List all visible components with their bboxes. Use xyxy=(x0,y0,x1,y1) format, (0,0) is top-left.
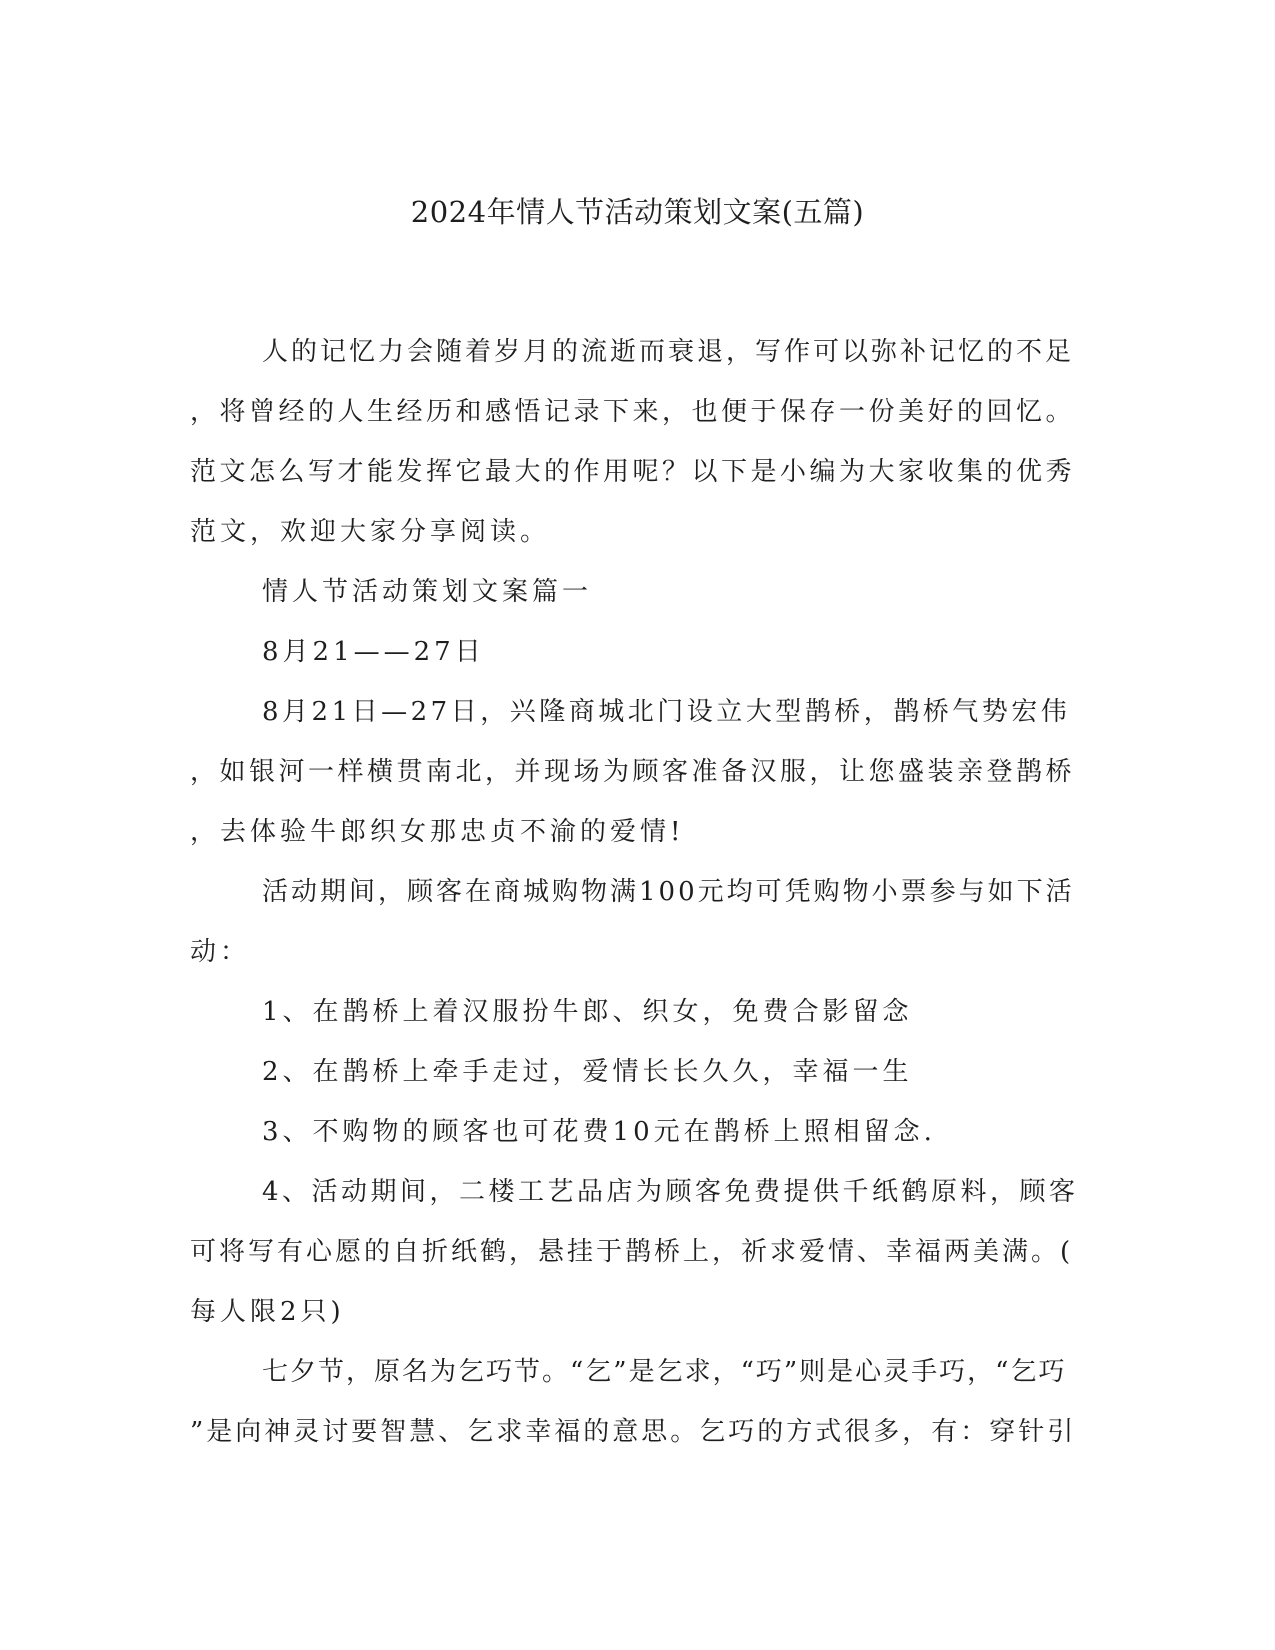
text-line: ，去体验牛郎织女那忠贞不渝的爱情! xyxy=(190,817,685,847)
text-line: 七夕节，原名为乞巧节。“乞”是乞求，“巧”则是心灵手巧，“乞巧 xyxy=(262,1357,1067,1387)
text-line: 情人节活动策划文案篇一 xyxy=(262,577,593,607)
text-line: 人的记忆力会随着岁月的流逝而衰退，写作可以弥补记忆的不足 xyxy=(262,337,1075,367)
text-line: 8月21——27日 xyxy=(262,637,485,667)
text-line: 范文，欢迎大家分享阅读。 xyxy=(190,517,551,547)
document-title: 2024年情人节活动策划文案(五篇) xyxy=(410,195,865,229)
text-line: 每人限2只) xyxy=(190,1297,345,1327)
document-body xyxy=(190,322,1080,1462)
text-line: ，如银河一样横贯南北，并现场为顾客准备汉服，让您盛装亲登鹊桥 xyxy=(190,757,1076,787)
text-line: 3、不购物的顾客也可花费10元在鹊桥上照相留念. xyxy=(262,1117,936,1147)
text-line: 4、活动期间，二楼工艺品店为顾客免费提供千纸鹤原料，顾客 xyxy=(262,1177,1079,1207)
text-line: 动： xyxy=(190,937,251,967)
text-line: 范文怎么写才能发挥它最大的作用呢？以下是小编为大家收集的优秀 xyxy=(190,457,1076,487)
text-line: 可将写有心愿的自折纸鹤，悬挂于鹊桥上，祈求爱情、幸福两美满。( xyxy=(190,1237,1074,1267)
text-line: ，将曾经的人生经历和感悟记录下来，也便于保存一份美好的回忆。 xyxy=(190,397,1076,427)
text-line: 8月21日—27日，兴隆商城北门设立大型鹊桥，鹊桥气势宏伟 xyxy=(262,697,1071,727)
text-line: 2、在鹊桥上牵手走过，爱情长长久久，幸福一生 xyxy=(262,1057,913,1087)
text-line: 1、在鹊桥上着汉服扮牛郎、织女，免费合影留念 xyxy=(262,997,913,1027)
text-line: 活动期间，顾客在商城购物满100元均可凭购物小票参与如下活 xyxy=(262,877,1075,907)
text-line: ”是向神灵讨要智慧、乞求幸福的意思。乞巧的方式很多，有：穿针引 xyxy=(190,1417,1077,1447)
